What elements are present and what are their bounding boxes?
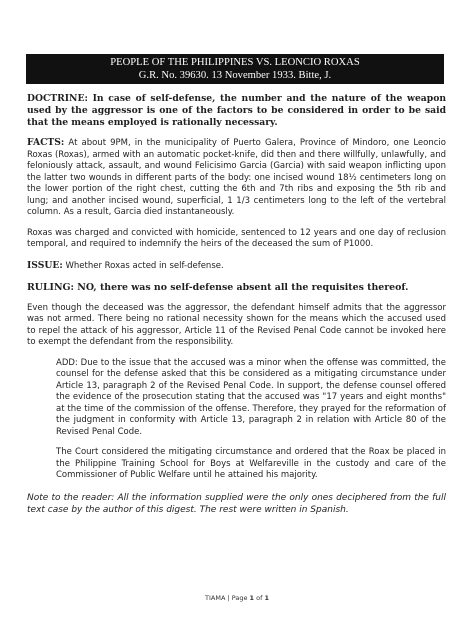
case-title-banner (26, 54, 444, 84)
footer-of: of (254, 594, 265, 602)
doctrine-label: DOCTRINE: (27, 93, 88, 104)
digest-body (27, 89, 446, 516)
ruling-paragraph: Even though the deceased was the aggressor, the defendant himself admits that the aggressor was not armed. There being no rational necessity shown for the means which the accused used to repel the attack of his aggressor, Article 11 of the Revised Penal Code cannot be invoked here to exempt the defendant from the responsibility. (27, 302, 446, 347)
issue-text: Whether Roxas acted in self-defense. (62, 260, 224, 271)
conviction-paragraph: Roxas was charged and convicted with homicide, sentenced to 12 years and one day of reclusion temporal, and required to indemnify the heirs of the deceased the sum of P1000. (27, 227, 446, 249)
ruling-heading: RULING: NO, there was no self-defense absent all the requisites thereof. (27, 282, 409, 293)
issue-label: ISSUE: (27, 259, 63, 271)
facts-label: FACTS: (27, 137, 65, 148)
court-paragraph: The Court considered the mitigating circumstance and ordered that the Roax be placed in the Philippine Training School for Boys at Welfareville in the custody and care of the Commissioner of Public Welfare until he attained his majority. (56, 447, 446, 480)
footer-page-total: 1 (264, 594, 269, 602)
case-title: PEOPLE OF THE PHILIPPINES VS. LEONCIO ROXAS (110, 57, 360, 68)
add-paragraph: ADD: Due to the issue that the accused was a minor when the offense was committed, the counsel for the defense asked that this be considered as a mitigating circumstance under Article 13, paragraph 2 of the Revised Penal Code. In support, the defense counsel offered the evidence of the prosecution stating that the accused was "17 years and eight months" at the time of the commission of the offense. Therefore, they prayed for the reformation of the judgment in conformity with Article 13, paragraph 2 in relation with Article 80 of the Revised Penal Code. (56, 357, 446, 437)
reader-note: Note to the reader: All the information supplied were the only ones deciphered from the full text case by the author of this digest. The rest were written in Spanish. (27, 492, 446, 515)
page-footer (0, 594, 474, 602)
footer-prefix: TIAMA | Page (205, 594, 250, 602)
issue-paragraph (27, 260, 446, 273)
doctrine-paragraph (27, 93, 446, 129)
footer-page-number: 1 (249, 594, 255, 602)
facts-text: At about 9PM, in the municipality of Puerto Galera, Province of Mindoro, one Leoncio Roxas (Roxas), armed with an automatic pocket-knife, did then and there willfully, unlawfully, and feloniously attack, assault, and wound Felicisimo Garcia (Garcia) with said weapon inflicting upon the latter two wounds in different parts of the body: one incised wound 18½ centimeters long on the lower portion of the right chest, cutting the 6th and 7th ribs and exposing the 5th rib and lung; and another incised wound, superficial, 1 1/3 centimeters long to the left of the vertebral column. As a result, Garcia died instantaneously. (27, 138, 446, 217)
case-citation: G.R. No. 39630. 13 November 1933. Bitte, J. (138, 70, 332, 81)
doctrine-text: In case of self-defense, the number and the nature of the weapon used by the aggressor is one of the factors to be considered in order to be said that the means employed is rationally necessary. (27, 93, 446, 128)
facts-paragraph (27, 137, 446, 219)
